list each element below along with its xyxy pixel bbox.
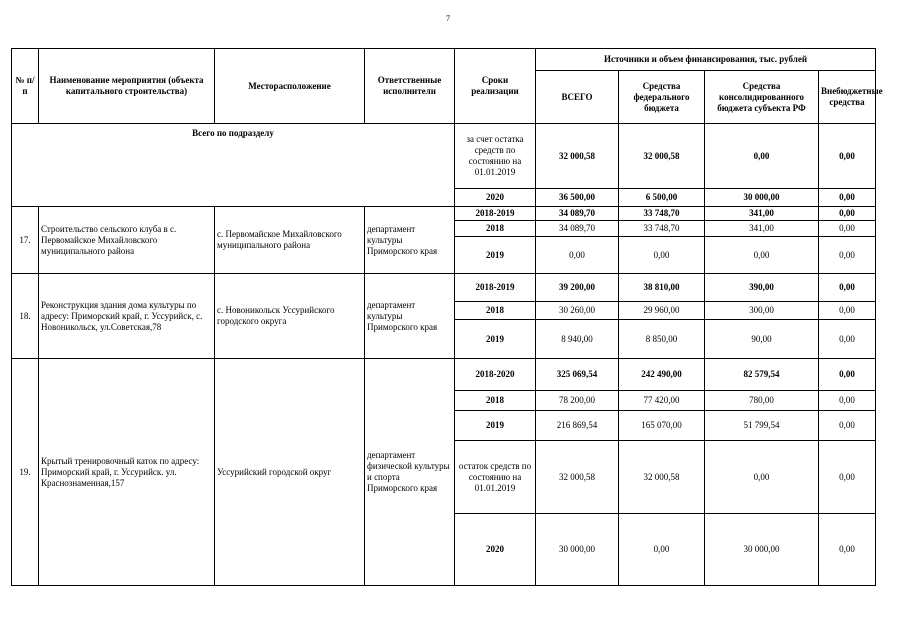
federal-cell: 0,00 xyxy=(619,514,705,586)
term-cell: 2018-2019 xyxy=(455,274,536,302)
total-cell: 216 869,54 xyxy=(536,411,619,441)
term-cell: 2018-2020 xyxy=(455,359,536,391)
regional-cell: 30 000,00 xyxy=(705,189,819,207)
regional-cell: 30 000,00 xyxy=(705,514,819,586)
term-cell: 2020 xyxy=(455,189,536,207)
federal-cell: 165 070,00 xyxy=(619,411,705,441)
extra-cell: 0,00 xyxy=(819,124,876,189)
item-responsible: департамент культуры Приморского края xyxy=(365,207,455,274)
extra-cell: 0,00 xyxy=(819,302,876,320)
federal-cell: 77 420,00 xyxy=(619,391,705,411)
regional-cell: 90,00 xyxy=(705,320,819,359)
header-extra: Внебюджетные средства xyxy=(819,71,876,124)
term-cell: 2018 xyxy=(455,221,536,237)
total-cell: 30 000,00 xyxy=(536,514,619,586)
federal-cell: 33 748,70 xyxy=(619,207,705,221)
header-name: Наименование мероприятия (объекта капитального строительства) xyxy=(39,49,215,124)
total-cell: 32 000,58 xyxy=(536,124,619,189)
federal-cell: 8 850,00 xyxy=(619,320,705,359)
extra-cell: 0,00 xyxy=(819,411,876,441)
subtotal-label: Всего по подразделу xyxy=(12,124,455,207)
item-name: Реконструкция здания дома культуры по адресу: Приморский край, г. Уссурийск, с. Новоникольск, ул.Советская,78 xyxy=(39,274,215,359)
item-location: Уссурийский городской округ xyxy=(215,359,365,586)
header-responsible: Ответственные исполнители xyxy=(365,49,455,124)
term-cell: остаток средств по состоянию на 01.01.2019 xyxy=(455,441,536,514)
regional-cell: 82 579,54 xyxy=(705,359,819,391)
header-no: № п/п xyxy=(12,49,39,124)
table-row xyxy=(12,207,876,221)
item-responsible: департамент культуры Приморского края xyxy=(365,274,455,359)
subtotal-row xyxy=(12,124,876,189)
extra-cell: 0,00 xyxy=(819,189,876,207)
extra-cell: 0,00 xyxy=(819,237,876,274)
federal-cell: 32 000,58 xyxy=(619,441,705,514)
regional-cell: 51 799,54 xyxy=(705,411,819,441)
header-federal: Средства федерального бюджета xyxy=(619,71,705,124)
header-location: Месторасположение xyxy=(215,49,365,124)
total-cell: 30 260,00 xyxy=(536,302,619,320)
regional-cell: 780,00 xyxy=(705,391,819,411)
total-cell: 32 000,58 xyxy=(536,441,619,514)
total-cell: 39 200,00 xyxy=(536,274,619,302)
total-cell: 34 089,70 xyxy=(536,221,619,237)
page-number: 7 xyxy=(446,14,450,23)
extra-cell: 0,00 xyxy=(819,359,876,391)
header-total: ВСЕГО xyxy=(536,71,619,124)
federal-cell: 33 748,70 xyxy=(619,221,705,237)
extra-cell: 0,00 xyxy=(819,221,876,237)
header-funding-group: Источники и объем финансирования, тыс. рублей xyxy=(536,49,876,71)
term-cell: за счет остатка средств по состоянию на 01.01.2019 xyxy=(455,124,536,189)
term-cell: 2019 xyxy=(455,237,536,274)
item-number: 18. xyxy=(12,274,39,359)
total-cell: 325 069,54 xyxy=(536,359,619,391)
regional-cell: 0,00 xyxy=(705,237,819,274)
term-cell: 2018 xyxy=(455,302,536,320)
federal-cell: 32 000,58 xyxy=(619,124,705,189)
header-regional: Средства консолидированного бюджета субъекта РФ xyxy=(705,71,819,124)
total-cell: 36 500,00 xyxy=(536,189,619,207)
regional-cell: 0,00 xyxy=(705,441,819,514)
federal-cell: 38 810,00 xyxy=(619,274,705,302)
extra-cell: 0,00 xyxy=(819,441,876,514)
item-number: 17. xyxy=(12,207,39,274)
federal-cell: 6 500,00 xyxy=(619,189,705,207)
total-cell: 8 940,00 xyxy=(536,320,619,359)
item-name: Строительство сельского клуба в с. Первомайское Михайловского муниципального района xyxy=(39,207,215,274)
federal-cell: 242 490,00 xyxy=(619,359,705,391)
regional-cell: 390,00 xyxy=(705,274,819,302)
federal-cell: 0,00 xyxy=(619,237,705,274)
total-cell: 78 200,00 xyxy=(536,391,619,411)
item-location: с. Первомайское Михайловского муниципального района xyxy=(215,207,365,274)
item-name: Крытый тренировочный каток по адресу: Приморский край, г. Уссурийск. ул. Краснознаменная,157 xyxy=(39,359,215,586)
federal-cell: 29 960,00 xyxy=(619,302,705,320)
item-number: 19. xyxy=(12,359,39,586)
extra-cell: 0,00 xyxy=(819,207,876,221)
regional-cell: 341,00 xyxy=(705,207,819,221)
extra-cell: 0,00 xyxy=(819,514,876,586)
header-terms: Сроки реализации xyxy=(455,49,536,124)
extra-cell: 0,00 xyxy=(819,320,876,359)
regional-cell: 341,00 xyxy=(705,221,819,237)
term-cell: 2019 xyxy=(455,320,536,359)
regional-cell: 0,00 xyxy=(705,124,819,189)
item-location: с. Новоникольск Уссурийского городского округа xyxy=(215,274,365,359)
table-row xyxy=(12,359,876,391)
term-cell: 2019 xyxy=(455,411,536,441)
total-cell: 34 089,70 xyxy=(536,207,619,221)
financing-table xyxy=(11,48,883,586)
term-cell: 2020 xyxy=(455,514,536,586)
extra-cell: 0,00 xyxy=(819,391,876,411)
term-cell: 2018-2019 xyxy=(455,207,536,221)
total-cell: 0,00 xyxy=(536,237,619,274)
extra-cell: 0,00 xyxy=(819,274,876,302)
term-cell: 2018 xyxy=(455,391,536,411)
regional-cell: 300,00 xyxy=(705,302,819,320)
table-row xyxy=(12,274,876,302)
item-responsible: департамент физической культуры и спорта Приморского края xyxy=(365,359,455,586)
